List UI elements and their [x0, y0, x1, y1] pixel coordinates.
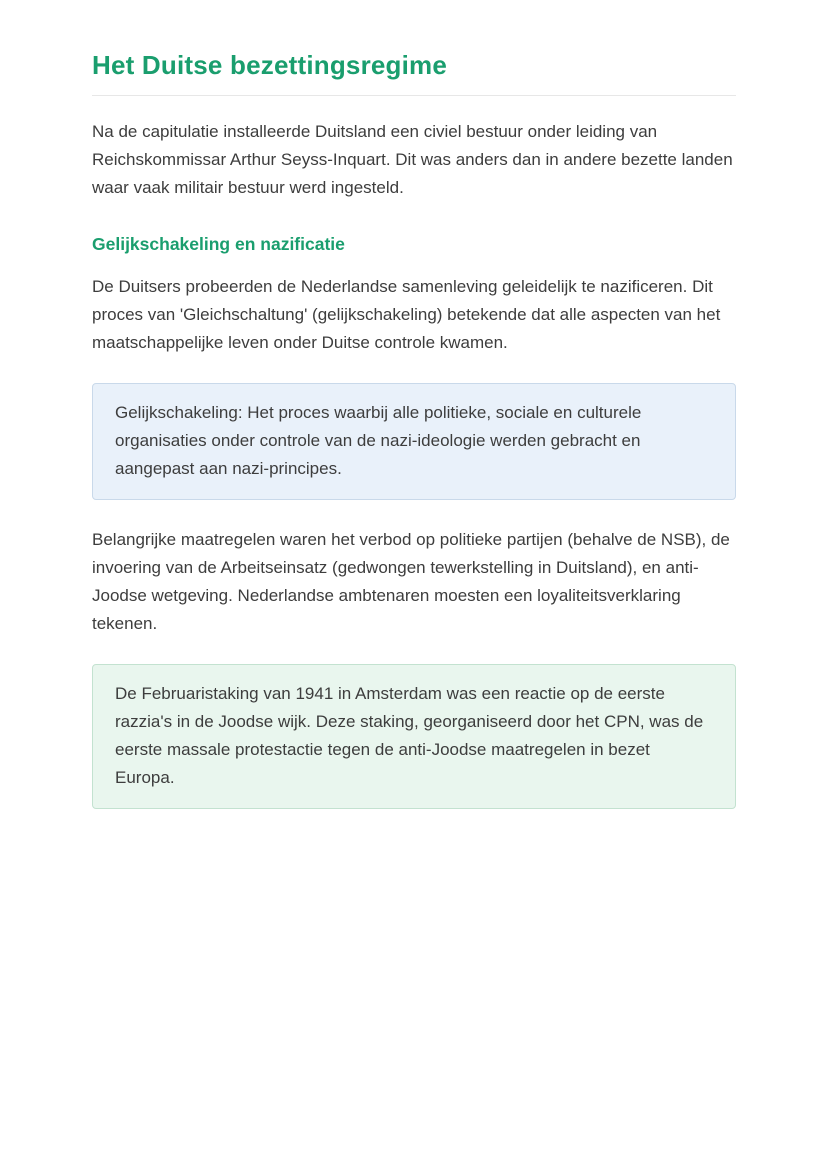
paragraph-measures: Belangrijke maatregelen waren het verbod op politieke partijen (behalve de NSB), de invoering van de Arbeitseinsatz (gedwongen tewerkstelling in Duitsland), en anti-Joodse wetgeving. Nederlandse ambtenaren moesten een loyaliteitsverklaring tekenen. — [92, 530, 730, 633]
info-box-text: De Februaristaking van 1941 in Amsterdam was een reactie op de eerste razzia's in de Joodse wijk. Deze staking, georganiseerd door het CPN, was de eerste massale protestactie tegen de anti-Joodse maatregelen in bezet Europa. — [115, 684, 704, 787]
title-divider — [92, 95, 736, 96]
definition-box-text: Gelijkschakeling: Het proces waarbij alle politieke, sociale en culturele organisaties onder controle van de nazi-ideologie werden gebracht en aangepast aan nazi-principes. — [115, 403, 642, 478]
info-box — [92, 664, 736, 809]
section-heading-gelijkschakeling: Gelijkschakeling en nazificatie — [92, 234, 345, 254]
paragraph-intro: Na de capitulatie installeerde Duitsland een civiel bestuur onder leiding van Reichskommissar Arthur Seyss-Inquart. Dit was anders dan in andere bezette landen waar vaak militair bestuur werd ingesteld. — [92, 122, 733, 197]
paragraph-gleichschaltung: De Duitsers probeerden de Nederlandse samenleving geleidelijk te nazificeren. Dit proces van 'Gleichschaltung' (gelijkschakeling) betekende dat alle aspecten van het maatschappelijke leven onder Duitse controle kwamen. — [92, 277, 721, 352]
page-title: Het Duitse bezettingsregime — [92, 50, 448, 80]
document-page — [92, 0, 736, 809]
definition-box — [92, 383, 736, 500]
